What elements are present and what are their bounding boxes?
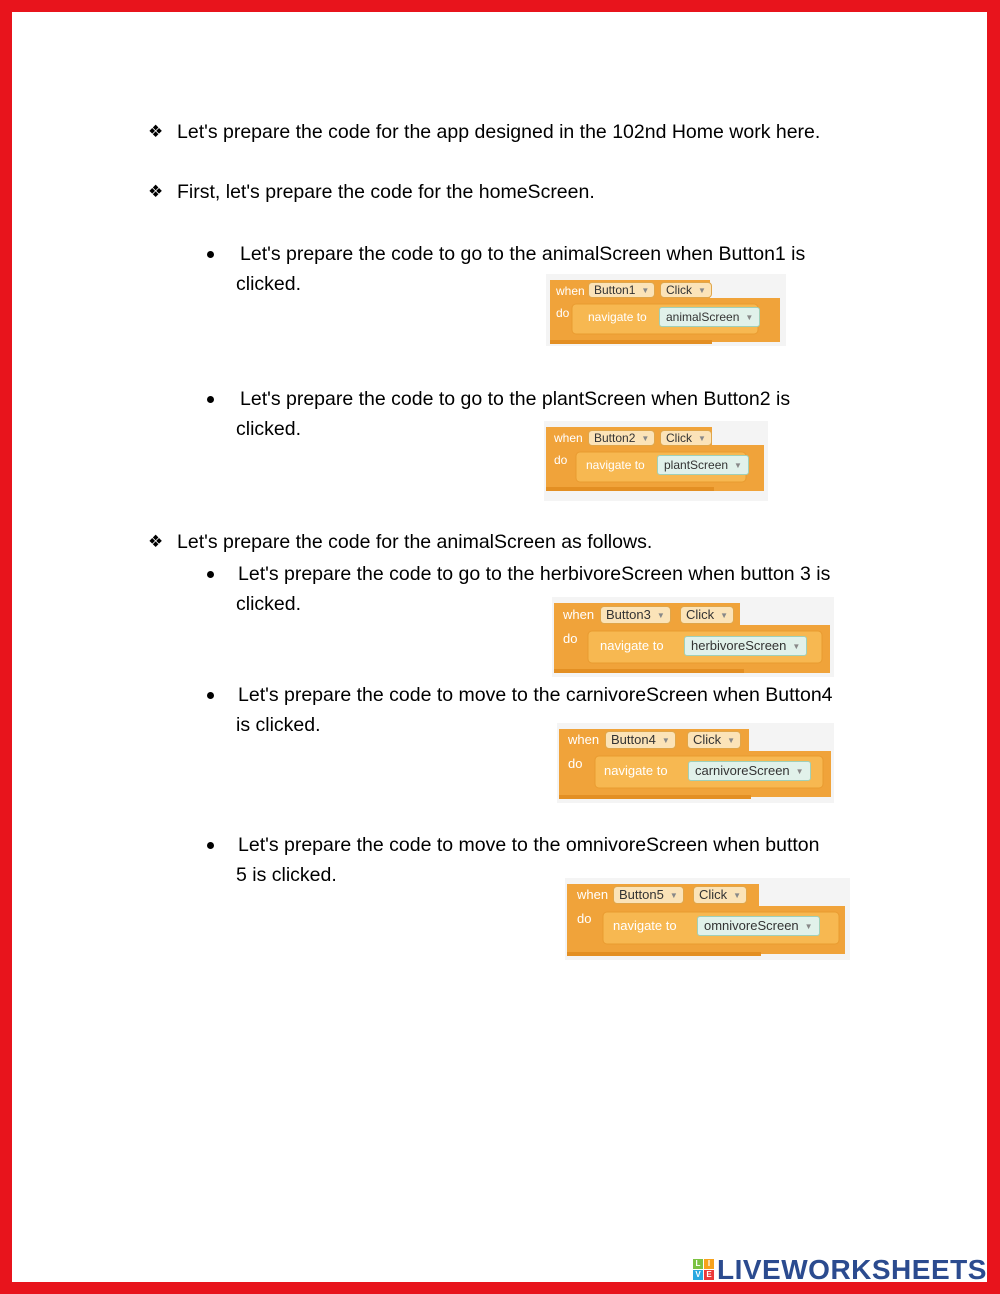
screen-dropdown[interactable]: plantScreen ▼ — [657, 455, 749, 475]
do-label: do — [563, 631, 578, 646]
when-label: when — [563, 607, 595, 622]
bullet-icon — [207, 842, 214, 849]
item-text-line2: is clicked. — [236, 714, 321, 736]
do-label: do — [556, 306, 570, 320]
navigate-label: navigate to — [604, 763, 668, 778]
item-text-line2: clicked. — [236, 418, 302, 440]
bullet-icon — [207, 396, 214, 403]
screen-dropdown[interactable]: herbivoreScreen ▼ — [684, 636, 807, 656]
section-heading: First, let's prepare the code for the homeScreen. — [177, 181, 595, 203]
item-text-line1: Let's prepare the code to move to the omnivoreScreen when button — [238, 834, 820, 856]
navigate-label: navigate to — [588, 310, 647, 324]
diamond-bullet-icon: ❖ — [148, 182, 164, 202]
screen-dropdown[interactable]: animalScreen ▼ — [659, 307, 760, 327]
item-text-line2: clicked. — [236, 593, 302, 615]
do-label: do — [577, 911, 592, 926]
logo-mark-icon: L I V E — [693, 1259, 715, 1281]
code-block — [544, 421, 768, 501]
code-block — [557, 723, 834, 803]
code-block — [552, 597, 834, 677]
navigate-label: navigate to — [586, 458, 645, 472]
component-dropdown[interactable]: Button5 ▼ — [613, 886, 684, 904]
component-dropdown[interactable]: Button1 ▼ — [588, 282, 655, 298]
event-dropdown[interactable]: Click ▼ — [660, 282, 712, 298]
bullet-icon — [207, 692, 214, 699]
event-dropdown[interactable]: Click ▼ — [660, 430, 712, 446]
do-label: do — [554, 453, 568, 467]
item-text-line1: Let's prepare the code to go to the animalScreen when Button1 is — [240, 243, 806, 265]
when-label: when — [577, 887, 609, 902]
component-dropdown[interactable]: Button2 ▼ — [588, 430, 655, 446]
item-text-line2: 5 is clicked. — [236, 864, 337, 886]
screen-dropdown[interactable]: omnivoreScreen ▼ — [697, 916, 820, 936]
section-heading: Let's prepare the code for the animalScreen as follows. — [177, 531, 653, 553]
item-text-line1: Let's prepare the code to go to the plantScreen when Button2 is — [240, 388, 791, 410]
navigate-label: navigate to — [600, 638, 664, 653]
code-block — [565, 878, 850, 960]
event-dropdown[interactable]: Click ▼ — [693, 886, 747, 904]
item-text-line1: Let's prepare the code to move to the carnivoreScreen when Button4 — [238, 684, 833, 706]
event-dropdown[interactable]: Click ▼ — [680, 606, 734, 624]
when-label: when — [556, 284, 585, 298]
diamond-bullet-icon: ❖ — [148, 532, 164, 552]
section-heading: Let's prepare the code for the app designed in the 102nd Home work here. — [177, 121, 821, 143]
do-label: do — [568, 756, 583, 771]
code-block — [546, 274, 786, 346]
component-dropdown[interactable]: Button4 ▼ — [605, 731, 676, 749]
navigate-label: navigate to — [613, 918, 677, 933]
screen-dropdown[interactable]: carnivoreScreen ▼ — [688, 761, 811, 781]
diamond-bullet-icon: ❖ — [148, 122, 164, 142]
item-text-line1: Let's prepare the code to go to the herbivoreScreen when button 3 is — [238, 563, 831, 585]
logo-text: LIVEWORKSHEETS — [717, 1254, 987, 1285]
bullet-icon — [207, 571, 214, 578]
item-text-line2: clicked. — [236, 273, 302, 295]
when-label: when — [568, 732, 600, 747]
when-label: when — [554, 431, 583, 445]
event-dropdown[interactable]: Click ▼ — [687, 731, 741, 749]
bullet-icon — [207, 251, 214, 258]
component-dropdown[interactable]: Button3 ▼ — [600, 606, 671, 624]
